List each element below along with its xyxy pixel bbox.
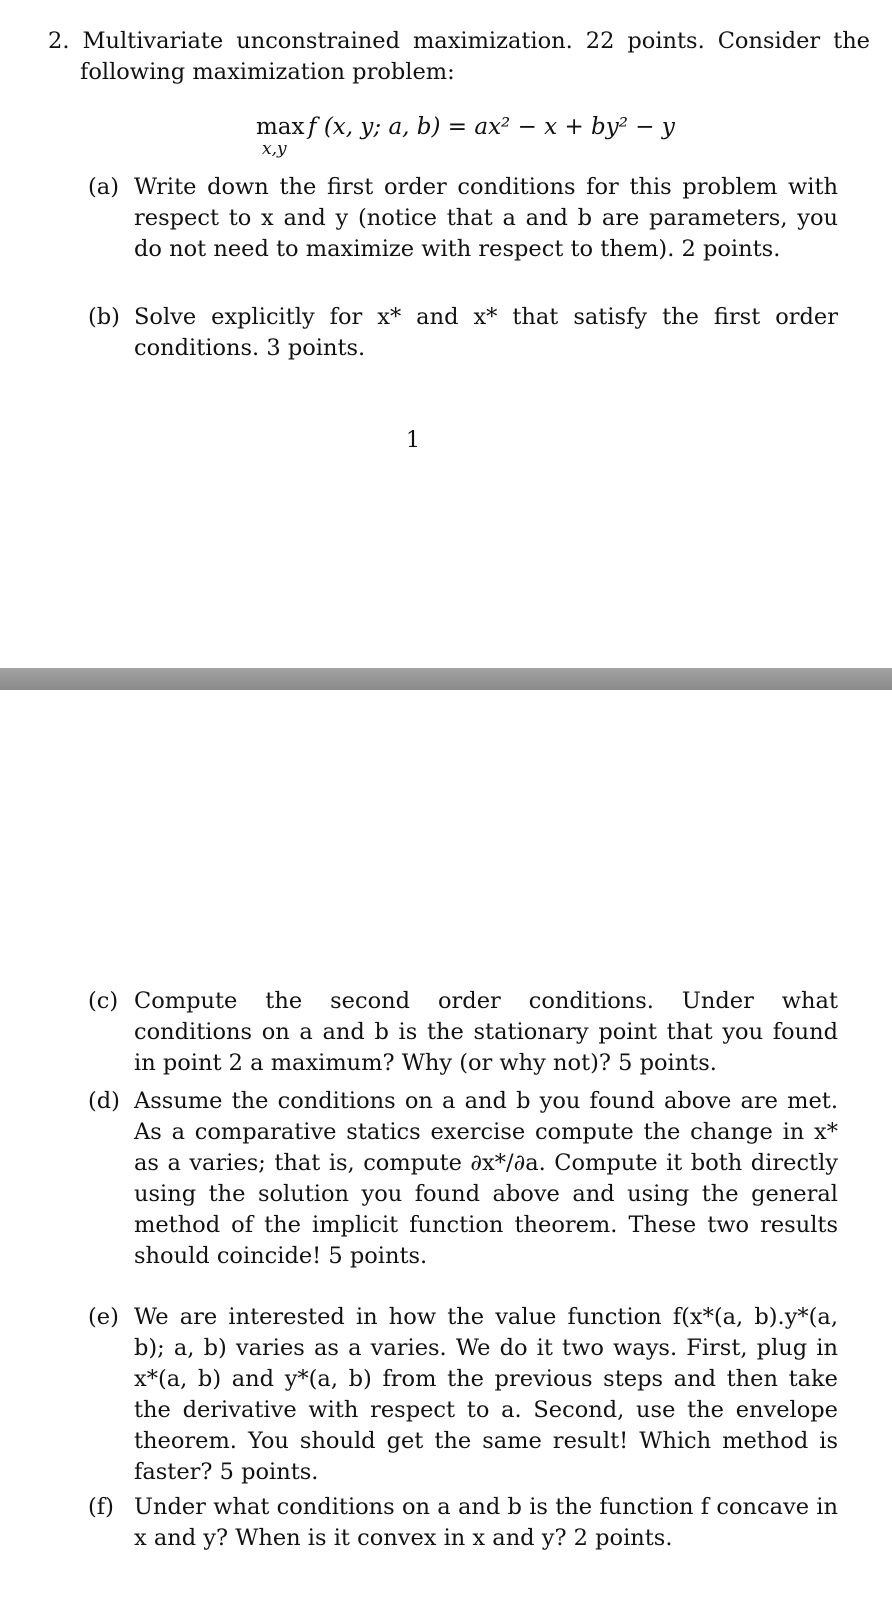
formula-expression: f (x, y; a, b) = ax² − x + by² − y	[308, 114, 675, 140]
subquestion-label: (e)	[88, 1304, 119, 1330]
subquestion-label: (a)	[88, 174, 119, 200]
max-operator: max	[256, 114, 305, 140]
subquestion-text: Under what conditions on a and b is the function f concave in x and y? When is it convex in x and y? 2 points.	[134, 1494, 838, 1551]
subquestion-text: Write down the first order conditions for this problem with respect to x and y (notice that a and b are parameters, you do not need to maximize with respect to them). 2 points.	[134, 174, 838, 262]
subquestion-a	[88, 172, 838, 265]
max-subscript: x,y	[262, 139, 287, 159]
page-divider	[0, 668, 892, 690]
subquestion-text: Compute the second order conditions. Under what conditions on a and b is the stationary point that you found in point 2 a maximum? Why (or why not)? 5 points.	[134, 988, 838, 1076]
subquestion-d	[88, 1086, 838, 1272]
question-heading-text: Multivariate unconstrained maximization. 22 points. Consider the following maximization problem:	[80, 28, 870, 85]
question-number: 2.	[48, 28, 70, 54]
subquestion-label: (d)	[88, 1088, 120, 1114]
subquestion-label: (c)	[88, 988, 119, 1014]
subquestion-text: Assume the conditions on a and b you found above are met. As a comparative statics exercise compute the change in x* as a varies; that is, compute ∂x*/∂a. Compute it both directly using the solution you found above and using the general method of the implicit function theorem. These two results should coincide! 5 points.	[134, 1088, 838, 1269]
subquestion-f	[88, 1492, 838, 1554]
subquestion-text: We are interested in how the value function f(x*(a, b).y*(a, b); a, b) varies as a varies. We do it two ways. First, plug in x*(a, b) and y*(a, b) from the previous steps and then take the derivative with respect to a. Second, use the envelope theorem. You should get the same result! Which method is faster? 5 points.	[134, 1304, 838, 1485]
question-heading	[48, 26, 870, 88]
subquestion-c	[88, 986, 838, 1079]
subquestion-b	[88, 302, 838, 364]
page-number: 1	[406, 428, 420, 453]
objective-formula	[256, 104, 716, 164]
subquestion-label: (b)	[88, 304, 120, 330]
subquestion-label: (f)	[88, 1494, 114, 1520]
subquestion-e	[88, 1302, 838, 1488]
subquestion-text: Solve explicitly for x* and x* that satisfy the first order conditions. 3 points.	[134, 304, 838, 361]
